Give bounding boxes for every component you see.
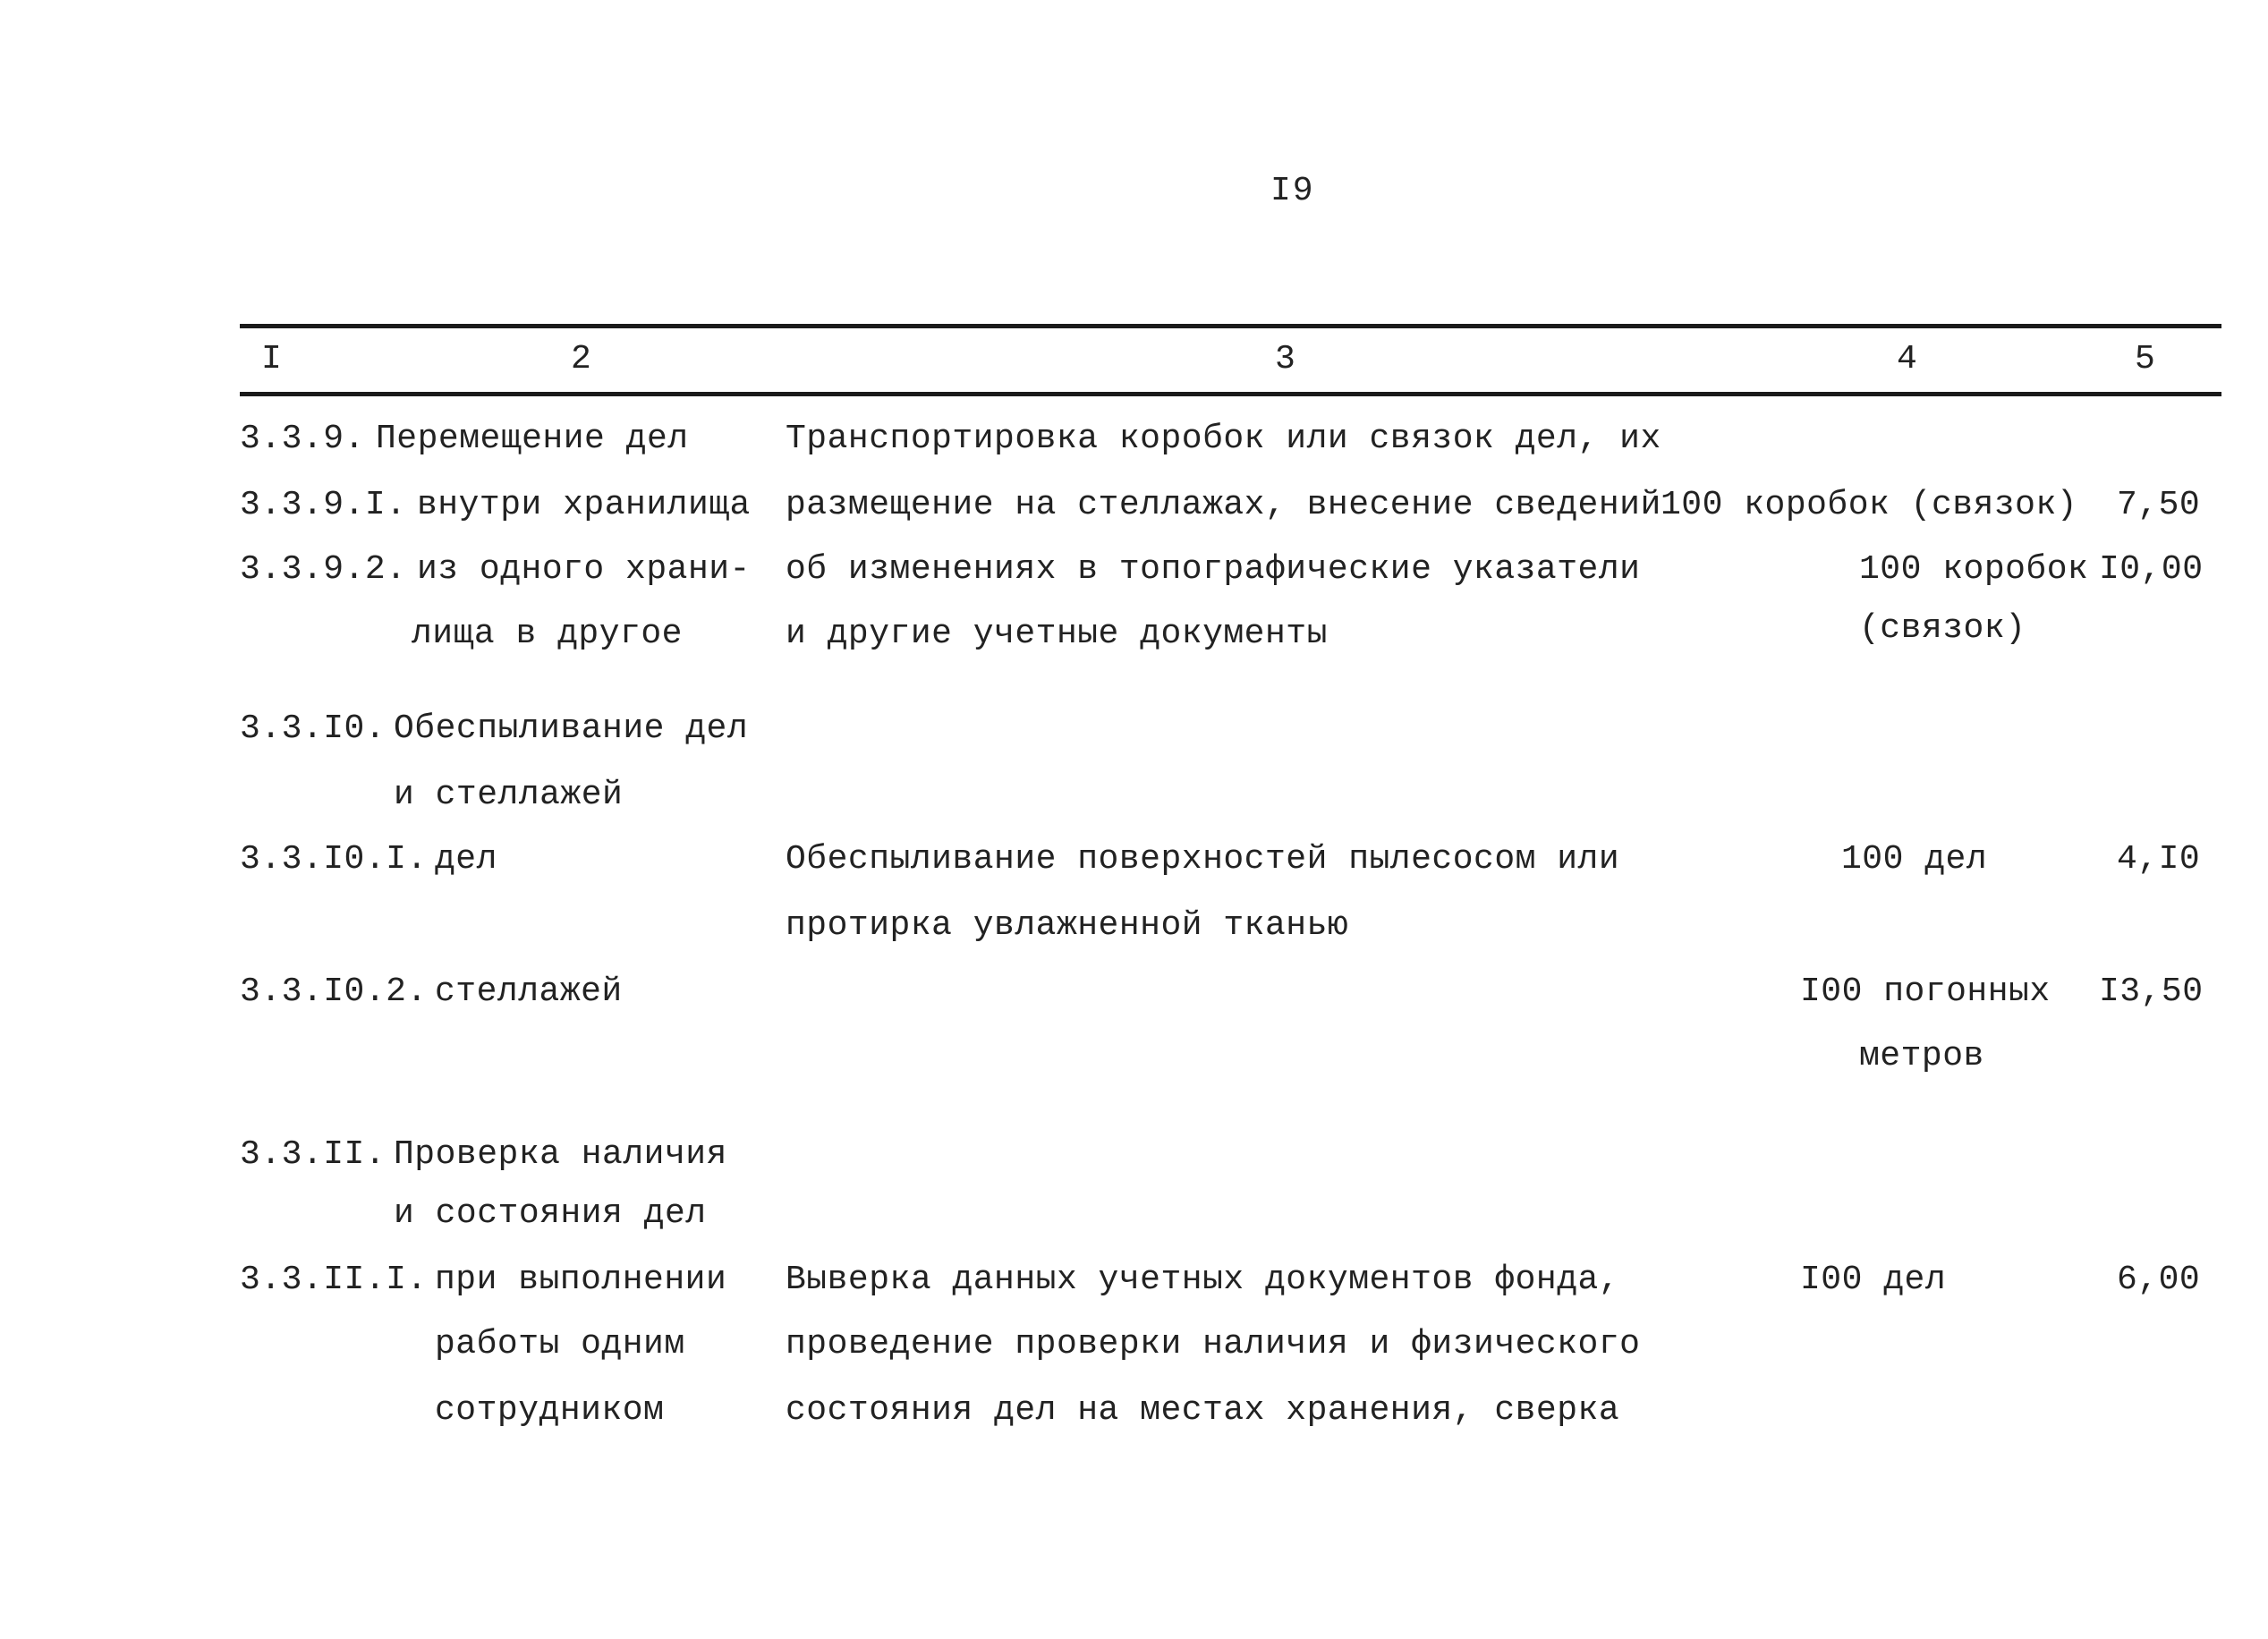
item-name: при выполнении	[435, 1261, 727, 1299]
item-name: внутри хранилища	[417, 486, 751, 524]
column-header-3: 3	[1275, 340, 1295, 378]
item-name: лища в другое	[412, 615, 683, 653]
item-number: 3.3.I0.	[240, 709, 386, 748]
item-description: размещение на стеллажах, внесение сведений	[786, 486, 1661, 524]
item-number: 3.3.9.I.	[240, 486, 407, 524]
item-unit: метров	[1859, 1037, 1984, 1075]
item-description: Транспортировка коробок или связок дел, их	[786, 420, 1661, 458]
column-header-2: 2	[571, 340, 591, 378]
item-name: из одного храни-	[417, 550, 751, 589]
item-description: проведение проверки наличия и физического	[786, 1325, 1641, 1363]
item-description: и другие учетные документы	[786, 615, 1328, 653]
item-number: 3.3.II.	[240, 1135, 386, 1174]
item-name: и стеллажей	[394, 776, 624, 814]
column-header-5: 5	[2135, 340, 2155, 378]
column-header-1: I	[261, 340, 282, 378]
item-number: 3.3.9.2.	[240, 550, 407, 589]
item-value: I3,50	[2099, 972, 2204, 1011]
item-name: и состояния дел	[394, 1194, 707, 1233]
item-name: работы одним	[435, 1325, 685, 1363]
item-number: 3.3.I0.2.	[240, 972, 428, 1011]
item-name: Перемещение дел	[376, 420, 689, 458]
item-unit: 100 коробок (связок)	[1661, 486, 2078, 524]
item-value: 4,I0	[2117, 840, 2201, 879]
item-number: 3.3.I0.I.	[240, 840, 428, 879]
item-unit: 100 коробок	[1859, 550, 2089, 589]
item-number: 3.3.II.I.	[240, 1261, 428, 1299]
item-description: об изменениях в топографические указатели	[786, 550, 1641, 589]
item-name: дел	[435, 840, 497, 879]
item-name: Проверка наличия	[394, 1135, 727, 1174]
table-header-rule	[240, 392, 2221, 396]
item-value: 7,50	[2117, 486, 2201, 524]
column-header-4: 4	[1897, 340, 1917, 378]
item-unit: I00 погонных	[1800, 972, 2051, 1011]
item-name: сотрудником	[435, 1391, 665, 1430]
item-name: Обеспыливание дел	[394, 709, 749, 748]
item-value: 6,00	[2117, 1261, 2201, 1299]
item-unit: (связок)	[1859, 609, 2026, 648]
item-unit: 100 дел	[1841, 840, 1988, 879]
table-top-rule	[240, 324, 2221, 328]
item-description: состояния дел на местах хранения, сверка	[786, 1391, 1620, 1430]
item-description: протирка увлажненной тканью	[786, 906, 1349, 945]
item-value: I0,00	[2099, 550, 2204, 589]
page-number: I9	[1270, 172, 1315, 210]
item-unit: I00 дел	[1800, 1261, 1947, 1299]
item-number: 3.3.9.	[240, 420, 365, 458]
item-name: стеллажей	[435, 972, 623, 1011]
item-description: Обеспыливание поверхностей пылесосом или	[786, 840, 1620, 879]
item-description: Выверка данных учетных документов фонда,	[786, 1261, 1620, 1299]
